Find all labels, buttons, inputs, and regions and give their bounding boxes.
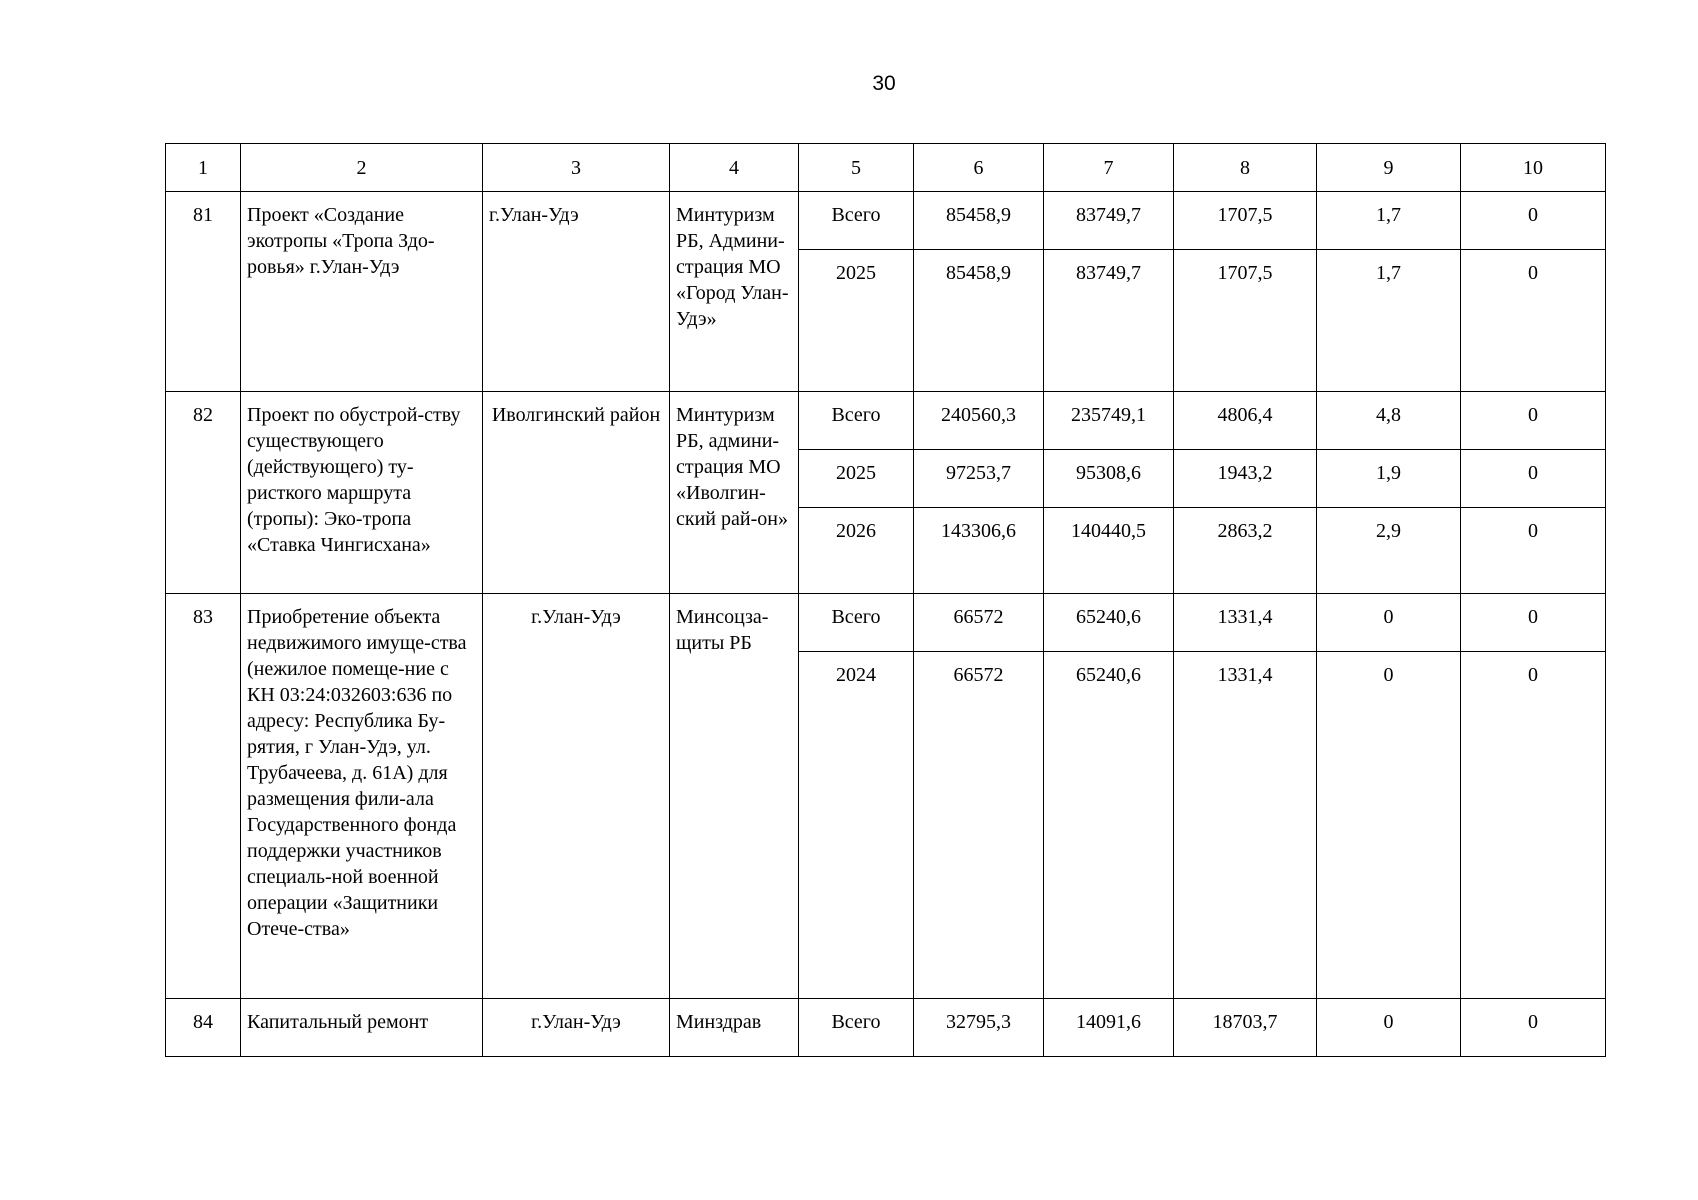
responsible-body: Минсоцза-щиты РБ — [670, 594, 799, 999]
value-col-9: 2,9 — [1317, 508, 1461, 594]
value-col-8: 18703,7 — [1174, 999, 1317, 1057]
value-col-10: 0 — [1461, 508, 1606, 594]
value-col-9: 0 — [1317, 594, 1461, 652]
value-col-8: 1331,4 — [1174, 652, 1317, 999]
column-number-header-row — [166, 144, 1606, 192]
value-col-6: 66572 — [914, 594, 1044, 652]
value-col-10: 0 — [1461, 652, 1606, 999]
value-col-8: 1707,5 — [1174, 192, 1317, 250]
project-name: Проект по обустрой-ству существующего (действующего) ту-ристкого маршрута (тропы): Эко-тропа «Ставка Чингисхана» — [241, 392, 483, 594]
project-name: Проект «Создание экотропы «Тропа Здо-ровья» г.Улан-Удэ — [241, 192, 483, 392]
value-col-10: 0 — [1461, 192, 1606, 250]
project-location: г.Улан-Удэ — [483, 192, 670, 392]
value-col-7: 95308,6 — [1044, 450, 1174, 508]
project-location: Иволгинский район — [483, 392, 670, 594]
table-row — [166, 192, 1606, 250]
row-number: 82 — [166, 392, 241, 594]
value-col-8: 1331,4 — [1174, 594, 1317, 652]
table-row — [166, 999, 1606, 1057]
value-col-6: 85458,9 — [914, 192, 1044, 250]
value-col-7: 83749,7 — [1044, 192, 1174, 250]
table-row — [166, 392, 1606, 450]
value-col-6: 32795,3 — [914, 999, 1044, 1057]
value-col-7: 235749,1 — [1044, 392, 1174, 450]
year-cell: Всего — [799, 594, 914, 652]
column-header: 1 — [166, 144, 241, 192]
value-col-9: 1,7 — [1317, 250, 1461, 392]
value-col-7: 14091,6 — [1044, 999, 1174, 1057]
year-cell: Всего — [799, 392, 914, 450]
column-header: 9 — [1317, 144, 1461, 192]
value-col-7: 65240,6 — [1044, 652, 1174, 999]
value-col-8: 2863,2 — [1174, 508, 1317, 594]
value-col-10: 0 — [1461, 250, 1606, 392]
column-header: 2 — [241, 144, 483, 192]
year-cell: 2024 — [799, 652, 914, 999]
project-name: Приобретение объекта недвижимого имуще-ства (нежилое помеще-ние с КН 03:24:032603:636 по адресу: Республика Бу-рятия, г Улан-Удэ, ул. Трубачеева, д. 61А) для размещения фили-ала Государственного фонда поддержки участников специаль-ной военной операции «Защитники Отече-ства» — [241, 594, 483, 999]
value-col-6: 66572 — [914, 652, 1044, 999]
budget-table — [165, 143, 1606, 1057]
value-col-9: 0 — [1317, 999, 1461, 1057]
value-col-10: 0 — [1461, 999, 1606, 1057]
row-number: 81 — [166, 192, 241, 392]
year-cell: 2025 — [799, 250, 914, 392]
value-col-9: 4,8 — [1317, 392, 1461, 450]
value-col-9: 1,9 — [1317, 450, 1461, 508]
year-cell: 2026 — [799, 508, 914, 594]
column-header: 7 — [1044, 144, 1174, 192]
responsible-body: Минздрав — [670, 999, 799, 1057]
value-col-9: 1,7 — [1317, 192, 1461, 250]
table-row — [166, 594, 1606, 652]
project-name: Капитальный ремонт — [241, 999, 483, 1057]
year-cell: Всего — [799, 999, 914, 1057]
value-col-7: 140440,5 — [1044, 508, 1174, 594]
year-cell: Всего — [799, 192, 914, 250]
value-col-8: 1707,5 — [1174, 250, 1317, 392]
column-header: 5 — [799, 144, 914, 192]
column-header: 6 — [914, 144, 1044, 192]
year-cell: 2025 — [799, 450, 914, 508]
value-col-8: 1943,2 — [1174, 450, 1317, 508]
value-col-10: 0 — [1461, 450, 1606, 508]
value-col-7: 65240,6 — [1044, 594, 1174, 652]
column-header: 3 — [483, 144, 670, 192]
row-number: 84 — [166, 999, 241, 1057]
value-col-6: 143306,6 — [914, 508, 1044, 594]
column-header: 10 — [1461, 144, 1606, 192]
responsible-body: Минтуризм РБ, админи-страция МО «Иволгин-ский рай-он» — [670, 392, 799, 594]
value-col-6: 85458,9 — [914, 250, 1044, 392]
project-location: г.Улан-Удэ — [483, 594, 670, 999]
value-col-9: 0 — [1317, 652, 1461, 999]
column-header: 4 — [670, 144, 799, 192]
value-col-6: 240560,3 — [914, 392, 1044, 450]
responsible-body: Минтуризм РБ, Админи-страция МО «Город Улан-Удэ» — [670, 192, 799, 392]
value-col-6: 97253,7 — [914, 450, 1044, 508]
value-col-8: 4806,4 — [1174, 392, 1317, 450]
value-col-10: 0 — [1461, 594, 1606, 652]
page-number: 30 — [872, 72, 896, 95]
row-number: 83 — [166, 594, 241, 999]
value-col-10: 0 — [1461, 392, 1606, 450]
value-col-7: 83749,7 — [1044, 250, 1174, 392]
project-location: г.Улан-Удэ — [483, 999, 670, 1057]
column-header: 8 — [1174, 144, 1317, 192]
